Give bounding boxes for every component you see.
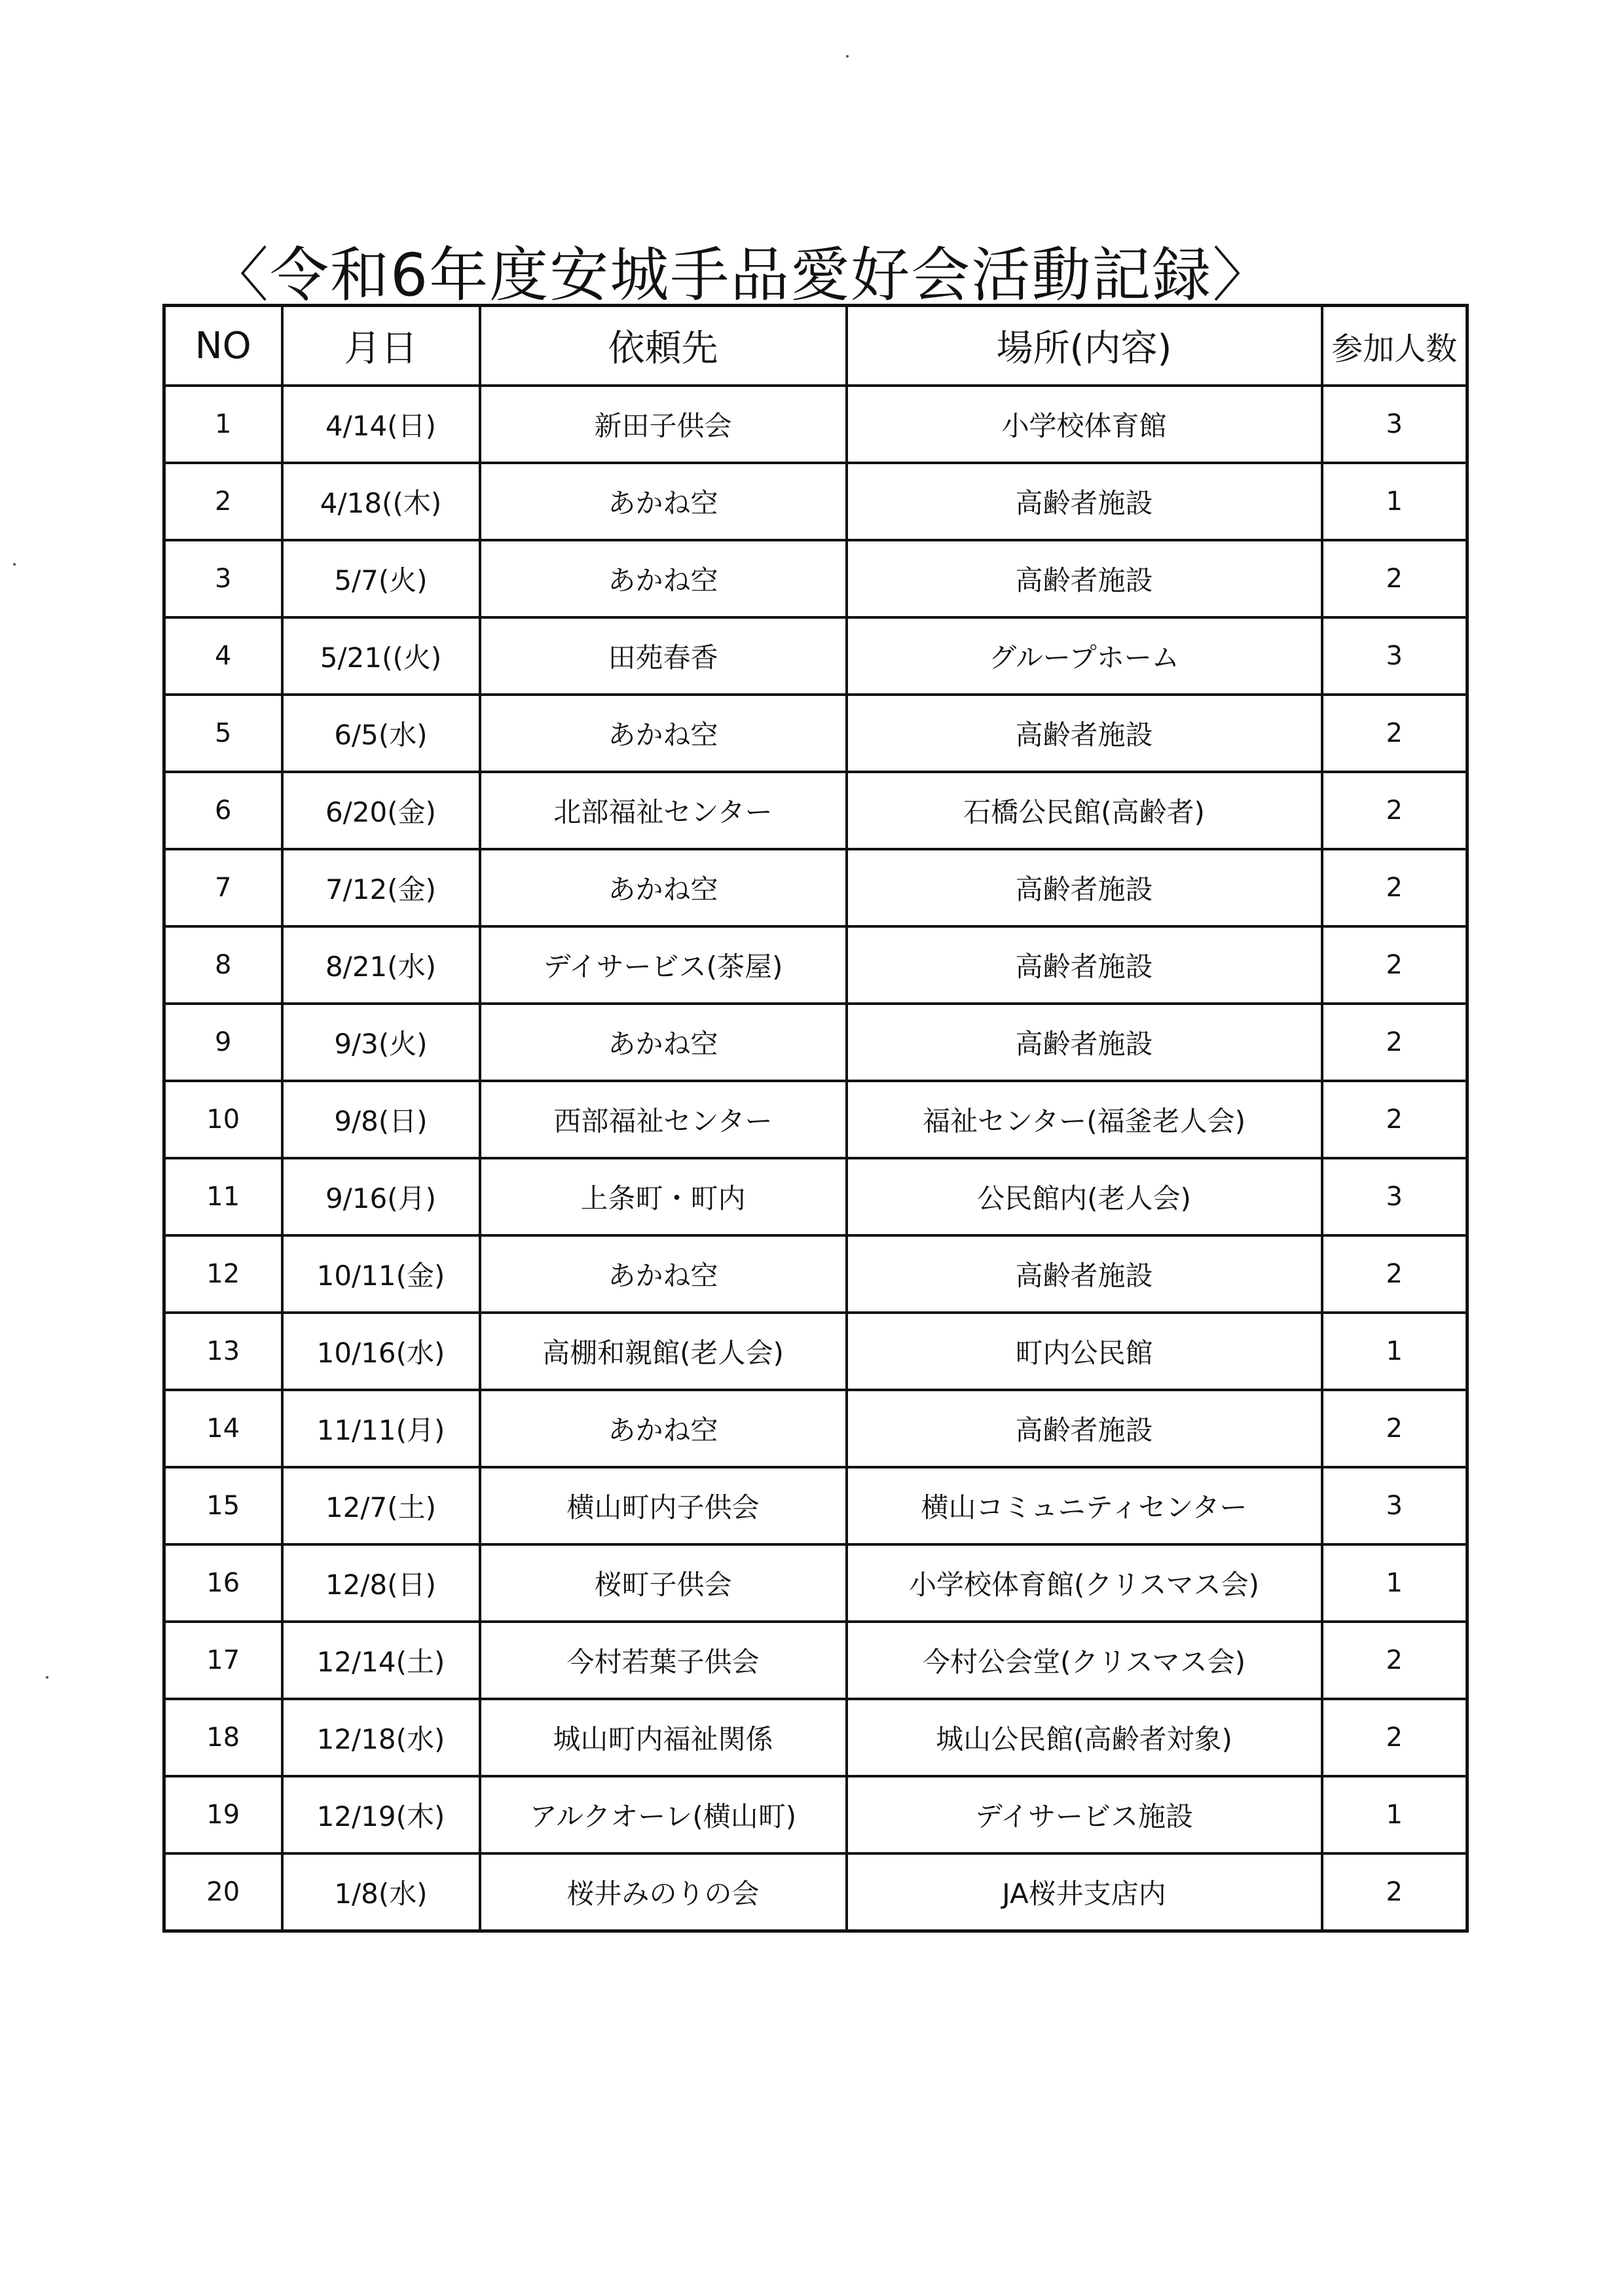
cell-client: 高棚和親館(老人会)	[480, 1313, 847, 1390]
scan-speck	[846, 55, 849, 58]
table-row	[164, 386, 1467, 463]
cell-client: デイサービス(茶屋)	[480, 926, 847, 1004]
cell-participant-count: 2	[1322, 772, 1467, 849]
column-header-place: 場所(内容)	[847, 306, 1322, 386]
cell-participant-count: 1	[1322, 1313, 1467, 1390]
cell-date: 12/7(土)	[282, 1467, 480, 1544]
cell-participant-count: 2	[1322, 1390, 1467, 1467]
cell-client: 上条町・町内	[480, 1158, 847, 1235]
cell-no: 2	[164, 463, 282, 540]
table-row	[164, 1544, 1467, 1622]
cell-no: 6	[164, 772, 282, 849]
cell-participant-count: 3	[1322, 386, 1467, 463]
table-row	[164, 1776, 1467, 1853]
table-row	[164, 617, 1467, 695]
cell-no: 13	[164, 1313, 282, 1390]
cell-place: 石橋公民館(高齢者)	[847, 772, 1322, 849]
cell-place: 横山コミュニティセンター	[847, 1467, 1322, 1544]
cell-date: 10/11(金)	[282, 1235, 480, 1313]
cell-no: 1	[164, 386, 282, 463]
table-row	[164, 1081, 1467, 1158]
table-row	[164, 540, 1467, 617]
table-body	[164, 386, 1467, 1931]
cell-participant-count: 2	[1322, 849, 1467, 926]
cell-place: 高齢者施設	[847, 849, 1322, 926]
cell-place: グループホーム	[847, 617, 1322, 695]
cell-no: 19	[164, 1776, 282, 1853]
cell-client: あかね空	[480, 1390, 847, 1467]
cell-place: 高齢者施設	[847, 926, 1322, 1004]
table-row	[164, 463, 1467, 540]
cell-no: 8	[164, 926, 282, 1004]
cell-participant-count: 2	[1322, 926, 1467, 1004]
cell-client: あかね空	[480, 463, 847, 540]
table-row	[164, 1699, 1467, 1776]
cell-client: アルクオーレ(横山町)	[480, 1776, 847, 1853]
table-row	[164, 772, 1467, 849]
cell-date: 11/11(月)	[282, 1390, 480, 1467]
table-row	[164, 1390, 1467, 1467]
cell-place: 高齢者施設	[847, 695, 1322, 772]
cell-date: 1/8(水)	[282, 1853, 480, 1931]
cell-participant-count: 2	[1322, 1004, 1467, 1081]
cell-date: 5/7(火)	[282, 540, 480, 617]
table-row	[164, 1622, 1467, 1699]
table-row	[164, 1853, 1467, 1931]
cell-participant-count: 1	[1322, 1776, 1467, 1853]
cell-place: デイサービス施設	[847, 1776, 1322, 1853]
cell-client: 西部福祉センター	[480, 1081, 847, 1158]
cell-no: 4	[164, 617, 282, 695]
scan-speck	[46, 1676, 48, 1679]
cell-client: あかね空	[480, 849, 847, 926]
cell-participant-count: 2	[1322, 1622, 1467, 1699]
cell-participant-count: 1	[1322, 463, 1467, 540]
cell-participant-count: 2	[1322, 1081, 1467, 1158]
cell-date: 9/3(火)	[282, 1004, 480, 1081]
cell-date: 12/18(水)	[282, 1699, 480, 1776]
cell-client: 田苑春香	[480, 617, 847, 695]
cell-no: 20	[164, 1853, 282, 1931]
cell-date: 6/20(金)	[282, 772, 480, 849]
cell-client: あかね空	[480, 695, 847, 772]
table-row	[164, 695, 1467, 772]
table-row	[164, 849, 1467, 926]
table-header-row	[164, 306, 1467, 386]
cell-no: 3	[164, 540, 282, 617]
cell-place: 高齢者施設	[847, 463, 1322, 540]
cell-date: 8/21(水)	[282, 926, 480, 1004]
cell-date: 12/19(木)	[282, 1776, 480, 1853]
cell-participant-count: 2	[1322, 695, 1467, 772]
cell-client: 桜井みのりの会	[480, 1853, 847, 1931]
cell-no: 10	[164, 1081, 282, 1158]
table-row	[164, 1313, 1467, 1390]
cell-no: 16	[164, 1544, 282, 1622]
cell-place: 福祉センター(福釜老人会)	[847, 1081, 1322, 1158]
cell-place: 今村公会堂(クリスマス会)	[847, 1622, 1322, 1699]
cell-place: 高齢者施設	[847, 1235, 1322, 1313]
cell-no: 7	[164, 849, 282, 926]
cell-place: 小学校体育館	[847, 386, 1322, 463]
page-title: 〈令和6年度安城手品愛好会活動記録〉	[210, 241, 1273, 310]
cell-no: 15	[164, 1467, 282, 1544]
cell-date: 10/16(水)	[282, 1313, 480, 1390]
cell-place: 小学校体育館(クリスマス会)	[847, 1544, 1322, 1622]
scan-speck	[13, 563, 16, 566]
cell-client: 桜町子供会	[480, 1544, 847, 1622]
cell-date: 6/5(水)	[282, 695, 480, 772]
cell-place: 公民館内(老人会)	[847, 1158, 1322, 1235]
cell-participant-count: 2	[1322, 1235, 1467, 1313]
cell-date: 9/16(月)	[282, 1158, 480, 1235]
cell-client: 北部福祉センター	[480, 772, 847, 849]
cell-no: 5	[164, 695, 282, 772]
cell-participant-count: 3	[1322, 1467, 1467, 1544]
table-row	[164, 1235, 1467, 1313]
cell-date: 9/8(日)	[282, 1081, 480, 1158]
cell-client: 新田子供会	[480, 386, 847, 463]
cell-client: 城山町内福祉関係	[480, 1699, 847, 1776]
table-row	[164, 1467, 1467, 1544]
cell-no: 12	[164, 1235, 282, 1313]
cell-place: 町内公民館	[847, 1313, 1322, 1390]
cell-date: 5/21((火)	[282, 617, 480, 695]
cell-date: 12/14(土)	[282, 1622, 480, 1699]
cell-client: あかね空	[480, 1235, 847, 1313]
cell-no: 18	[164, 1699, 282, 1776]
cell-place: 高齢者施設	[847, 540, 1322, 617]
cell-participant-count: 3	[1322, 1158, 1467, 1235]
cell-no: 14	[164, 1390, 282, 1467]
cell-date: 7/12(金)	[282, 849, 480, 926]
column-header-no: NO	[164, 306, 282, 386]
table-row	[164, 1004, 1467, 1081]
cell-place: 高齢者施設	[847, 1390, 1322, 1467]
cell-participant-count: 2	[1322, 540, 1467, 617]
cell-date: 4/18((木)	[282, 463, 480, 540]
cell-no: 17	[164, 1622, 282, 1699]
column-header-date: 月日	[282, 306, 480, 386]
cell-no: 9	[164, 1004, 282, 1081]
cell-no: 11	[164, 1158, 282, 1235]
table-row	[164, 1158, 1467, 1235]
cell-place: JA桜井支店内	[847, 1853, 1322, 1931]
cell-date: 4/14(日)	[282, 386, 480, 463]
cell-participant-count: 2	[1322, 1853, 1467, 1931]
cell-participant-count: 1	[1322, 1544, 1467, 1622]
cell-place: 城山公民館(高齢者対象)	[847, 1699, 1322, 1776]
cell-date: 12/8(日)	[282, 1544, 480, 1622]
cell-client: 横山町内子供会	[480, 1467, 847, 1544]
cell-client: あかね空	[480, 540, 847, 617]
column-header-client: 依頼先	[480, 306, 847, 386]
activity-record-table	[162, 304, 1469, 1933]
cell-participant-count: 2	[1322, 1699, 1467, 1776]
cell-client: 今村若葉子供会	[480, 1622, 847, 1699]
cell-client: あかね空	[480, 1004, 847, 1081]
column-header-count: 参加人数	[1322, 306, 1467, 386]
table-row	[164, 926, 1467, 1004]
cell-participant-count: 3	[1322, 617, 1467, 695]
cell-place: 高齢者施設	[847, 1004, 1322, 1081]
